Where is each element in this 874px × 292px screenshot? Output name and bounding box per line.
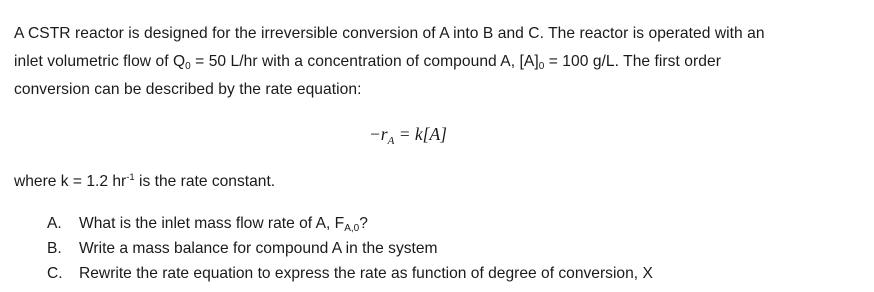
rate-constant-line	[14, 172, 275, 194]
intro-line-2-pre: inlet volumetric flow of Q	[14, 53, 186, 70]
question-a-text-pre: What is the inlet mass flow rate of A, F	[79, 215, 345, 232]
question-b-text: Write a mass balance for compound A in the system	[79, 240, 438, 257]
intro-line-2-mid: = 50 L/hr with a concentration of compound A, [A]	[190, 53, 539, 70]
intro-line-1: A CSTR reactor is designed for the irreversible conversion of A into B and C. The reactor is operated with an	[14, 25, 765, 42]
rate-constant-pre: where k = 1.2 hr	[14, 173, 127, 190]
intro-line-2-post: = 100 g/L. The first order	[544, 53, 721, 70]
rate-constant-post: is the rate constant.	[134, 173, 276, 190]
question-b	[47, 239, 438, 259]
intro-line-2	[14, 52, 721, 74]
question-a-subscript: A,0	[344, 223, 360, 234]
rate-equation	[369, 123, 447, 148]
question-a-text-post: ?	[359, 215, 368, 232]
question-c-text: Rewrite the rate equation to express the rate as function of degree of conversion, X	[79, 265, 653, 282]
rate-equation-lhs-subscript: A	[387, 135, 395, 147]
question-a-letter: A.	[47, 215, 62, 232]
rate-constant-exponent: -1	[126, 172, 135, 183]
q-subscript: 0	[185, 61, 191, 72]
rate-equation-lhs: −r	[369, 124, 388, 144]
question-a	[47, 214, 368, 236]
a-subscript: 0	[538, 61, 545, 72]
question-b-letter: B.	[47, 240, 62, 257]
question-c	[47, 264, 653, 284]
rate-equation-rhs: = k[A]	[394, 124, 447, 144]
intro-line-3: conversion can be described by the rate equation:	[14, 81, 362, 98]
question-c-letter: C.	[47, 265, 63, 282]
